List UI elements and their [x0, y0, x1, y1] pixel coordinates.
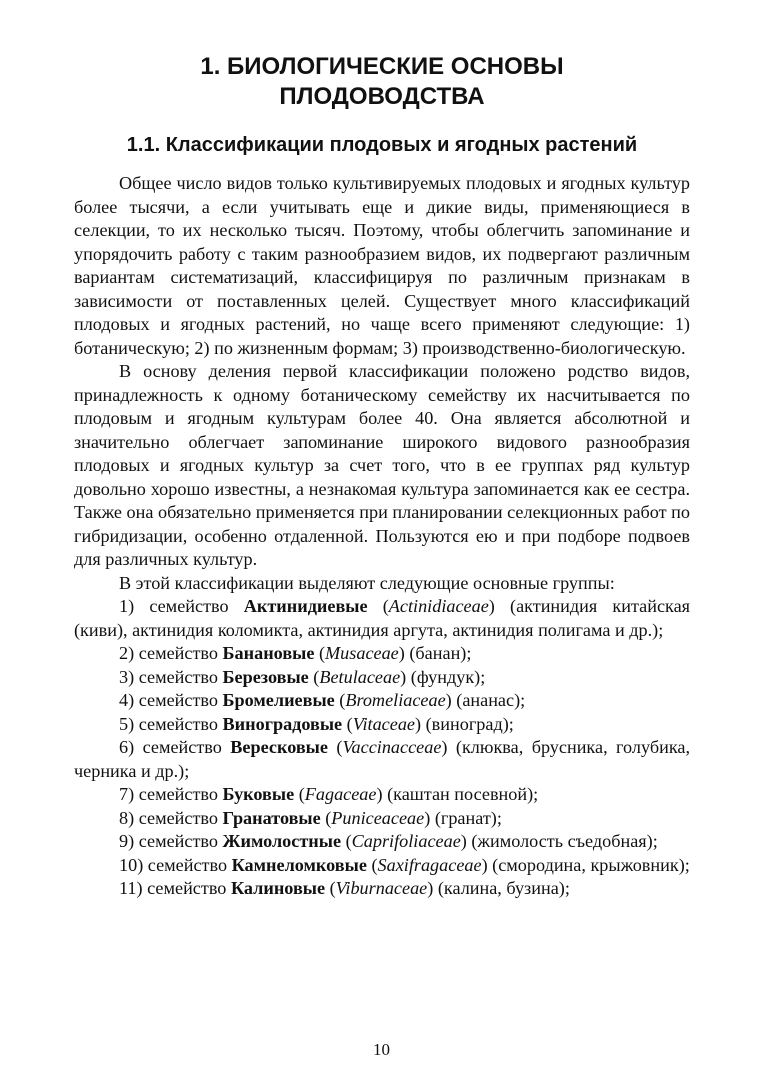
- item-number: 1): [119, 596, 135, 616]
- list-item: 4) семейство Бромелиевые (Bromeliaceae) (ананас);: [119, 690, 526, 710]
- family-desc: (каштан посевной);: [387, 784, 539, 804]
- item-word: семейство: [147, 854, 228, 875]
- item-number: 3): [119, 666, 135, 687]
- item-number: 4): [119, 690, 135, 710]
- family-latin: Actinidiaceae: [388, 596, 489, 616]
- family-latin: Betulaceae: [319, 666, 401, 687]
- family-latin: Vaccinacceae: [342, 737, 442, 757]
- list-item: 5) семейство Виноградовые (Vitaceae) (виноград);: [119, 713, 514, 734]
- family-name: Гранатовые: [222, 807, 321, 828]
- family-latin: Viburnaceae: [335, 878, 428, 898]
- item-word: семейство: [142, 737, 222, 757]
- item-number: 6): [119, 737, 135, 757]
- family-name: Бромелиевые: [222, 690, 335, 710]
- family-desc: (фундук);: [410, 666, 486, 687]
- list-item: 1) семейство Актинидиевые (Actinidiaceae) (актинидия китайская (киви), актинидия коломикта, актинидия аргута, актинидия полигама и др.);: [74, 596, 691, 640]
- item-word: семейство: [138, 643, 218, 663]
- list-item: 10) семейство Камнеломковые (Saxifragaceae) (смородина, крыжовник);: [119, 854, 690, 875]
- item-number: 10): [119, 854, 144, 875]
- section-title: 1.1. Классификации плодовых и ягодных растений: [126, 134, 638, 156]
- list-item: 3) семейство Березовые (Betulaceae) (фундук);: [119, 666, 486, 687]
- list-item: 6) семейство Вересковые (Vaccinacceae) (клюква, брусника, голубика, черника и др.);: [74, 737, 690, 781]
- item-word: семейство: [138, 690, 218, 710]
- item-number: 2): [119, 643, 135, 663]
- list-item: 11) семейство Калиновые (Viburnaceae) (калина, бузина);: [119, 878, 570, 898]
- family-name: Виноградовые: [222, 713, 343, 734]
- item-word: семейство: [138, 713, 218, 734]
- family-latin: Bromeliaceae: [345, 690, 446, 710]
- family-name: Калиновые: [230, 878, 326, 898]
- family-desc: (клюква, брусника, голубика, черника и др.);: [74, 737, 690, 781]
- list-item: 8) семейство Гранатовые (Puniceaceae) (гранат);: [119, 807, 502, 828]
- family-name: Березовые: [222, 666, 309, 687]
- family-desc: (калина, бузина);: [437, 878, 570, 898]
- item-number: 8): [119, 807, 135, 828]
- family-desc: (жимолость съедобная);: [471, 831, 658, 851]
- item-number: 7): [119, 784, 135, 804]
- family-list: [74, 595, 690, 901]
- family-latin: Saxifragaceae: [377, 854, 482, 875]
- item-word: семейство: [138, 666, 218, 687]
- item-number: 11): [119, 878, 143, 898]
- list-item: 2) семейство Банановые (Musaceae) (банан);: [119, 643, 472, 663]
- chapter-title-line-1: 1. БИОЛОГИЧЕСКИЕ ОСНОВЫ: [200, 53, 564, 80]
- document-page: [74, 52, 690, 901]
- item-word: семейство: [138, 831, 218, 851]
- paragraph-groups-intro: В этой классификации выделяют следующие основные группы:: [119, 572, 615, 593]
- item-word: семейство: [147, 878, 227, 898]
- family-name: Жимолостные: [222, 831, 342, 851]
- page-number: 10: [373, 1040, 390, 1059]
- paragraph-classification: В основу деления первой классификации положено родство видов, принадлежность к одному ботаническому семейству их насчитывается по плодовым и ягодным культурам более 40. Она является абсолютной и значительно облегчает запоминание широкого видового разнообразия плодовых и ягодных культур за счет того, что в ее группах ряд культур довольно хорошо известны, а незнакомая культура запоминается как ее сестра. Также она обязательно применяется при планировании селекционных работ по гибридизации, особенно отдаленной. Пользуются ею и при подборе подвоев для различных культур.: [74, 361, 690, 569]
- family-latin: Musaceae: [325, 643, 399, 663]
- chapter-title: [74, 52, 690, 112]
- family-desc: (ананас);: [456, 690, 526, 710]
- family-latin: Puniceaceae: [331, 807, 425, 828]
- family-desc: (гранат);: [434, 807, 502, 828]
- item-number: 9): [119, 831, 135, 851]
- item-word: семейство: [138, 807, 218, 828]
- family-desc: (смородина, крыжовник);: [492, 854, 690, 875]
- paragraph-intro: Общее число видов только культивируемых плодовых и ягодных культур более тысячи, а если учитывать еще и дикие виды, применяющиеся в селекции, то их несколько тысяч. Поэтому, чтобы облегчить запоминание и упорядочить работу с таким разнообразием видов, их подвергают различным вариантам систематизаций, классифицируя по различным признакам в зависимости от поставленных целей. Существует много классификаций плодовых и ягодных растений, но чаще всего применяют следующие: 1) ботаническую; 2) по жизненным формам; 3) производственно-биологическую.: [74, 173, 690, 358]
- list-item: 9) семейство Жимолостные (Caprifoliaceae) (жимолость съедобная);: [119, 831, 658, 851]
- family-latin: Vitaceae: [352, 713, 415, 734]
- family-latin: Caprifoliaceae: [351, 831, 461, 851]
- family-latin: Fagaceae: [304, 784, 377, 804]
- family-name: Буковые: [222, 784, 295, 804]
- family-name: Вересковые: [230, 737, 328, 757]
- chapter-title-line-2: ПЛОДОВОДСТВА: [279, 83, 485, 110]
- family-desc: (банан);: [409, 643, 472, 663]
- family-name: Камнеломковые: [231, 854, 367, 875]
- item-word: семейство: [149, 596, 229, 616]
- family-name: Актинидиевые: [243, 596, 368, 616]
- item-word: семейство: [138, 784, 218, 804]
- family-desc: (актинидия китайская (киви), актинидия коломикта, актинидия аргута, актинидия полигама и др.);: [74, 596, 691, 640]
- family-desc: (виноград);: [425, 713, 514, 734]
- family-name: Банановые: [222, 643, 315, 663]
- list-item: 7) семейство Буковые (Fagaceae) (каштан посевной);: [119, 784, 539, 804]
- item-number: 5): [119, 713, 135, 734]
